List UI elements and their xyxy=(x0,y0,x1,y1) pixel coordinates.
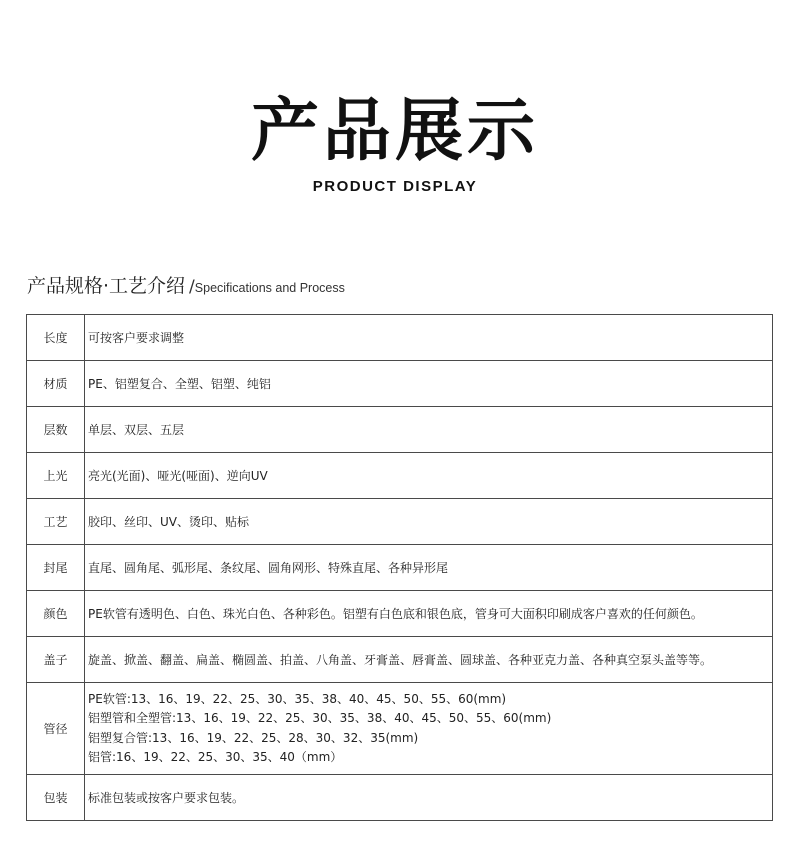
spec-value: PE软管有透明色、白色、珠光白色、各种彩色。铝塑有白色底和银色底，管身可大面积印刷成客户喜欢的任何颜色。 xyxy=(85,591,773,637)
spec-row-cap xyxy=(27,637,773,683)
spec-label: 盖子 xyxy=(27,637,85,683)
spec-label: 长度 xyxy=(27,315,85,361)
spec-value: 胶印、丝印、UV、烫印、贴标 xyxy=(85,499,773,545)
page-title: 产品展示 xyxy=(250,92,539,171)
spec-value-line: PE软管:13、16、19、22、25、30、35、38、40、45、50、55、60(mm) xyxy=(88,691,507,706)
spec-label: 颜色 xyxy=(27,591,85,637)
spec-row-packaging xyxy=(27,775,773,821)
spec-row-length xyxy=(27,315,773,361)
spec-value-line: 铝管:16、19、22、25、30、35、40（mm） xyxy=(88,750,343,764)
section-title-separator: / xyxy=(189,277,195,297)
section-title-zh: 产品规格·工艺介绍 xyxy=(27,275,186,297)
spec-label: 封尾 xyxy=(27,545,85,591)
spec-value: 可按客户要求调整 xyxy=(85,315,773,361)
spec-row-craft xyxy=(27,499,773,545)
section-title-en: Specifications and Process xyxy=(194,281,345,295)
spec-label: 上光 xyxy=(27,453,85,499)
spec-label: 工艺 xyxy=(27,499,85,545)
spec-value: 单层、双层、五层 xyxy=(85,407,773,453)
spec-row-diameter xyxy=(27,683,773,775)
spec-row-layers xyxy=(27,407,773,453)
spec-value: 亮光(光面)、哑光(哑面)、逆向UV xyxy=(85,453,773,499)
spec-row-gloss xyxy=(27,453,773,499)
spec-label: 管径 xyxy=(27,683,85,775)
spec-label: 包装 xyxy=(27,775,85,821)
spec-row-tail-seal xyxy=(27,545,773,591)
spec-table xyxy=(26,314,773,821)
spec-row-material xyxy=(27,361,773,407)
section-heading xyxy=(27,272,345,302)
spec-row-color xyxy=(27,591,773,637)
spec-value: 标准包装或按客户要求包装。 xyxy=(85,775,773,821)
spec-value: PE、铝塑复合、全塑、铝塑、纯铝 xyxy=(85,361,773,407)
spec-value-line: 铝塑管和全塑管:13、16、19、22、25、30、35、38、40、45、50、55、60(mm) xyxy=(88,711,552,725)
page-subtitle: PRODUCT DISPLAY xyxy=(312,178,478,195)
spec-value: 直尾、圆角尾、弧形尾、条纹尾、圆角网形、特殊直尾、各种异形尾 xyxy=(85,545,773,591)
spec-value-list xyxy=(85,683,773,775)
spec-value: 旋盖、掀盖、翻盖、扁盖、椭圆盖、拍盖、八角盖、牙膏盖、唇膏盖、圆球盖、各种亚克力盖、各种真空泵头盖等等。 xyxy=(85,637,773,683)
spec-label: 层数 xyxy=(27,407,85,453)
spec-value-line: 铝塑复合管:13、16、19、22、25、28、30、32、35(mm) xyxy=(88,730,419,745)
spec-label: 材质 xyxy=(27,361,85,407)
